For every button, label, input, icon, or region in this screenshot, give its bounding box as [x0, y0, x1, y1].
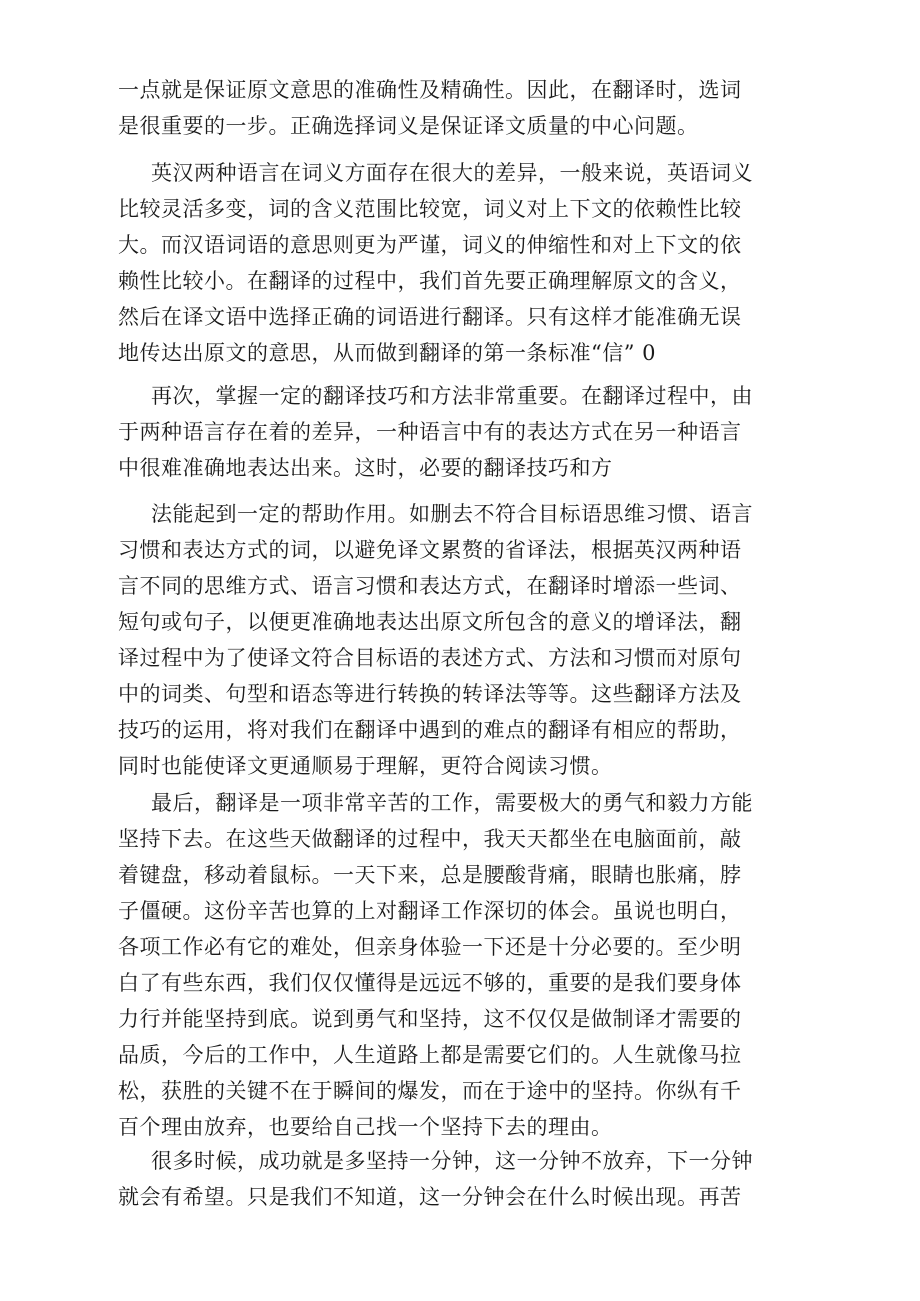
text-line: 言不同的思维方式、语言习惯和表达方式，在翻译时增添一些词、	[118, 574, 742, 598]
text-line: 坚持下去。在这些天做翻译的过程中，我天天都坐在电脑面前，敲	[118, 827, 742, 851]
paragraph-2	[118, 155, 798, 371]
text-line: 英汉两种语言在词义方面存在很大的差异，一般来说，英语词义	[151, 161, 753, 185]
text-line: 习惯和表达方式的词，以避免译文累赘的省译法，根据英汉两种语	[118, 538, 742, 562]
text-line: 译过程中为了使译文符合目标语的表述方式、方法和习惯而对原句	[118, 646, 742, 670]
text-line: 中的词类、句型和语态等进行转换的转译法等等。这些翻译方法及	[118, 682, 742, 706]
text-line: 然后在译文语中选择正确的词语进行翻译。只有这样才能准确无误	[118, 305, 742, 329]
text-line: 比较灵活多变，词的含义范围比较宽，词义对上下文的依赖性比较	[118, 197, 742, 221]
text-line: 赖性比较小。在翻译的过程中，我们首先要正确理解原文的含义，	[118, 269, 742, 293]
paragraph-3	[118, 378, 798, 486]
text-line: 子僵硬。这份辛苦也算的上对翻译工作深切的体会。虽说也明白，	[118, 899, 742, 923]
text-line: 同时也能使译文更通顺易于理解，更符合阅读习惯。	[118, 754, 613, 778]
text-line: 白了有些东西，我们仅仅懂得是远远不够的，重要的是我们要身体	[118, 971, 742, 995]
text-line: 品质，今后的工作中，人生道路上都是需要它们的。人生就像马拉	[118, 1043, 742, 1067]
text-line: 技巧的运用，将对我们在翻译中遇到的难点的翻译有相应的帮助，	[118, 718, 742, 742]
text-line: 很多时候，成功就是多坚持一分钟，这一分钟不放弃，下一分钟	[151, 1149, 753, 1173]
text-line: 地传达出原文的意思，从而做到翻译的第一条标准“信” 0	[118, 341, 657, 365]
text-line: 于两种语言存在着的差异，一种语言中有的表达方式在另一种语言	[118, 420, 742, 444]
text-line: 就会有希望。只是我们不知道，这一分钟会在什么时候出现。再苦	[118, 1185, 742, 1209]
text-line: 各项工作必有它的难处，但亲身体验一下还是十分必要的。至少明	[118, 935, 742, 959]
text-line: 最后，翻译是一项非常辛苦的工作，需要极大的勇气和毅力方能	[151, 791, 753, 815]
text-line: 再次，掌握一定的翻译技巧和方法非常重要。在翻译过程中，由	[151, 384, 753, 408]
text-line: 着键盘，移动着鼠标。一天下来，总是腰酸背痛，眼睛也胀痛，脖	[118, 863, 742, 887]
text-line: 一点就是保证原文意思的准确性及精确性。因此，在翻译时，选词	[118, 78, 742, 102]
text-line: 短句或句子，以便更准确地表达出原文所包含的意义的增译法，翻	[118, 610, 742, 634]
text-line: 是很重要的一步。正确选择词义是保证译文质量的中心问题。	[118, 114, 699, 138]
paragraph-5	[118, 785, 798, 1145]
paragraph-1	[118, 72, 798, 144]
paragraph-6	[118, 1143, 798, 1215]
text-line: 百个理由放弃，也要给自己找一个坚持下去的理由。	[118, 1115, 613, 1139]
text-line: 力行并能坚持到底。说到勇气和坚持，这不仅仅是做制译才需要的	[118, 1007, 742, 1031]
text-line: 松，获胜的关键不在于瞬间的爆发，而在于途中的坚持。你纵有千	[118, 1079, 742, 1103]
text-line: 法能起到一定的帮助作用。如删去不符合目标语思维习惯、语言	[151, 502, 753, 526]
paragraph-4	[118, 496, 798, 784]
text-line: 中很难准确地表达出来。这时，必要的翻译技巧和方	[118, 456, 613, 480]
text-line: 大。而汉语词语的意思则更为严谨，词义的伸缩性和对上下文的依	[118, 233, 742, 257]
